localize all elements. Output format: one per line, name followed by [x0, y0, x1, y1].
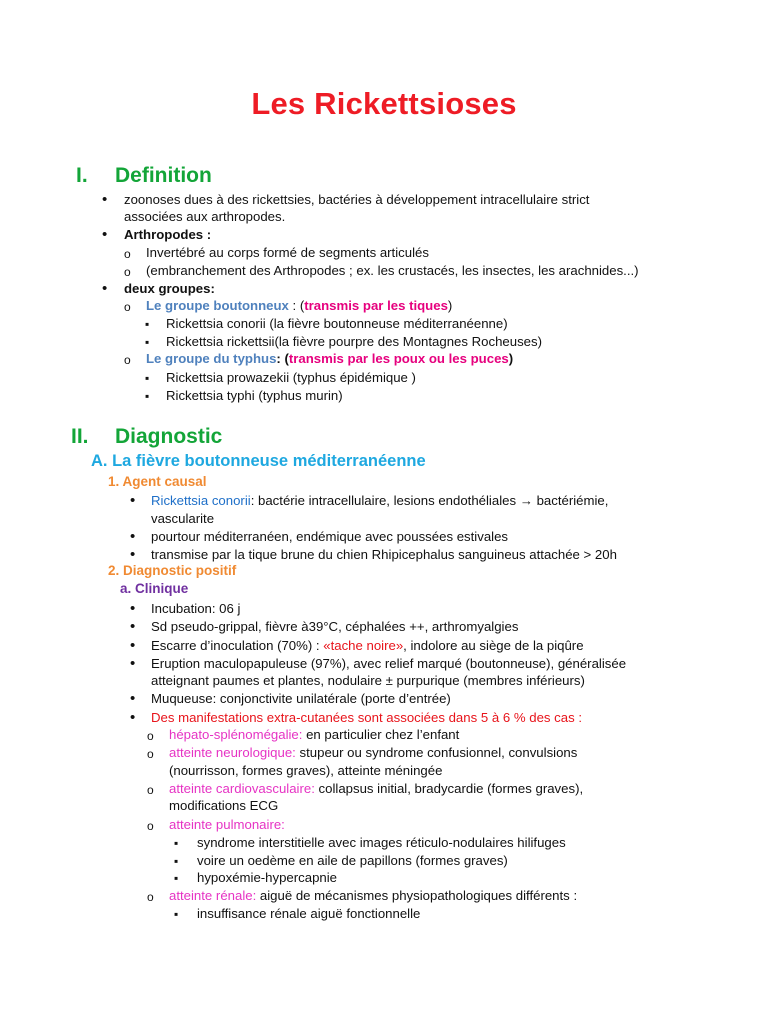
item-text: aiguë de mécanismes physiopathologiques différents :: [256, 888, 578, 903]
list-item: Invertébré au corps formé de segments articulés: [146, 245, 429, 260]
bullet-marker: [130, 709, 135, 726]
list-item-continuation: associées aux arthropodes.: [124, 209, 286, 224]
bullet-marker: [145, 387, 149, 405]
list-item: transmise par la tique brune du chien Rhipicephalus sanguineus attachée > 20h: [151, 547, 617, 562]
list-item: pourtour méditerranéen, endémique avec poussées estivales: [151, 529, 509, 544]
list-item: deux groupes:: [124, 281, 215, 296]
list-item: Incubation: 06 j: [151, 601, 241, 616]
list-item: [169, 887, 577, 904]
group-transmission: transmis par les poux ou les puces: [288, 351, 509, 366]
bullet-marker: [124, 298, 131, 316]
list-item-group-typhus: [146, 350, 513, 367]
list-item: voire un oedème en aile de papillons (formes graves): [197, 853, 508, 868]
list-item: hypoxémie-hypercapnie: [197, 870, 338, 885]
group-close: ): [447, 298, 453, 313]
bullet-marker: [124, 263, 131, 281]
group-separator: : (: [288, 298, 305, 313]
bullet-marker: [124, 351, 131, 369]
list-item-continuation: modifications ECG: [169, 798, 279, 813]
item-text: stupeur ou syndrome confusionnel, convulsions: [295, 745, 578, 760]
manifestation-label: atteinte rénale:: [169, 888, 257, 903]
bullet-marker: [130, 546, 135, 563]
item-text: Escarre d’inoculation (70%) :: [151, 638, 324, 653]
highlight-text: «tache noire»: [323, 638, 404, 653]
group-name: Le groupe du typhus: [146, 351, 277, 366]
list-item: [151, 637, 584, 654]
bullet-marker: [102, 191, 107, 208]
bullet-marker: [147, 888, 154, 906]
bullet-marker: [130, 528, 135, 545]
bullet-marker: [130, 655, 135, 672]
list-item: Des manifestations extra-cutanées sont associées dans 5 à 6 % des cas :: [151, 710, 583, 725]
section-number: II.: [71, 425, 89, 448]
section-number: I.: [76, 164, 88, 187]
bullet-marker: [147, 817, 154, 835]
group-close: ): [508, 351, 514, 366]
species-name: Rickettsia conorii: [151, 493, 251, 508]
list-item: Eruption maculopapuleuse (97%), avec relief marqué (boutonneuse), généralisée: [151, 656, 627, 671]
bullet-marker: [130, 492, 135, 509]
list-item: [169, 726, 459, 743]
list-item: (embranchement des Arthropodes ; ex. les crustacés, les insectes, les arachnides...): [146, 263, 639, 278]
manifestation-label: atteinte neurologique:: [169, 745, 296, 760]
list-item: Arthropodes :: [124, 227, 212, 242]
list-item: Rickettsia rickettsii(la fièvre pourpre des Montagnes Rocheuses): [166, 334, 543, 349]
item-text: : bactérie intracellulaire, lesions endothéliales → bactériémie,: [250, 493, 609, 508]
bullet-marker: [145, 315, 149, 333]
bullet-marker: [174, 834, 178, 852]
list-item-group-boutonneux: [146, 297, 452, 314]
bullet-marker: [147, 727, 154, 745]
list-item-continuation: vascularite: [151, 511, 215, 526]
list-item: Rickettsia prowazekii (typhus épidémique ): [166, 370, 416, 385]
list-item: Rickettsia typhi (typhus murin): [166, 388, 343, 403]
list-item: atteinte pulmonaire:: [169, 817, 285, 832]
bullet-marker: [130, 690, 135, 707]
manifestation-label: atteinte cardiovasculaire:: [169, 781, 315, 796]
group-transmission: transmis par les tiques: [304, 298, 448, 313]
manifestation-label: hépato-splénomégalie:: [169, 727, 303, 742]
bullet-marker: [174, 869, 178, 887]
bullet-marker: [174, 852, 178, 870]
list-item: insuffisance rénale aiguë fonctionnelle: [197, 906, 421, 921]
list-item: Sd pseudo-grippal, fièvre à39°C, céphalées ++, arthromyalgies: [151, 619, 519, 634]
group-name: Le groupe boutonneux: [146, 298, 289, 313]
bullet-marker: [147, 745, 154, 763]
list-item: zoonoses dues à des rickettsies, bactéries à développement intracellulaire strict: [124, 192, 590, 207]
item-text: collapsus initial, bradycardie (formes graves),: [314, 781, 584, 796]
list-item: [169, 744, 577, 761]
bullet-marker: [145, 369, 149, 387]
bullet-marker: [130, 618, 135, 635]
list-item: Rickettsia conorii (la fièvre boutonneuse méditerranéenne): [166, 316, 508, 331]
subsection-heading: A. La fièvre boutonneuse méditerranéenne: [91, 452, 426, 470]
bullet-marker: [102, 280, 107, 297]
section-title: Diagnostic: [115, 425, 223, 448]
list-item-continuation: (nourrisson, formes graves), atteinte méningée: [169, 763, 443, 778]
bullet-marker: [130, 637, 135, 654]
subheading-agent-causal: 1. Agent causal: [108, 474, 207, 489]
list-item: syndrome interstitielle avec images réticulo-nodulaires hilifuges: [197, 835, 566, 850]
group-separator: : (: [276, 351, 289, 366]
list-item: Muqueuse: conjonctivite unilatérale (porte d’entrée): [151, 691, 451, 706]
subheading-clinique: a. Clinique: [120, 581, 189, 596]
document-title: Les Rickettsioses: [251, 86, 517, 121]
list-item-continuation: atteignant paumes et plantes, nodulaire ± purpurique (membres inférieurs): [151, 673, 585, 688]
section-title: Definition: [115, 164, 212, 187]
subheading-diagnostic-positif: 2. Diagnostic positif: [108, 563, 237, 578]
item-text: , indolore au siège de la piqûre: [403, 638, 584, 653]
bullet-marker: [174, 905, 178, 923]
bullet-marker: [124, 245, 131, 263]
bullet-marker: [130, 600, 135, 617]
bullet-marker: [145, 333, 149, 351]
bullet-marker: [147, 781, 154, 799]
list-item: [151, 492, 608, 509]
item-text: en particulier chez l’enfant: [302, 727, 460, 742]
list-item: [169, 780, 583, 797]
bullet-marker: [102, 226, 107, 243]
